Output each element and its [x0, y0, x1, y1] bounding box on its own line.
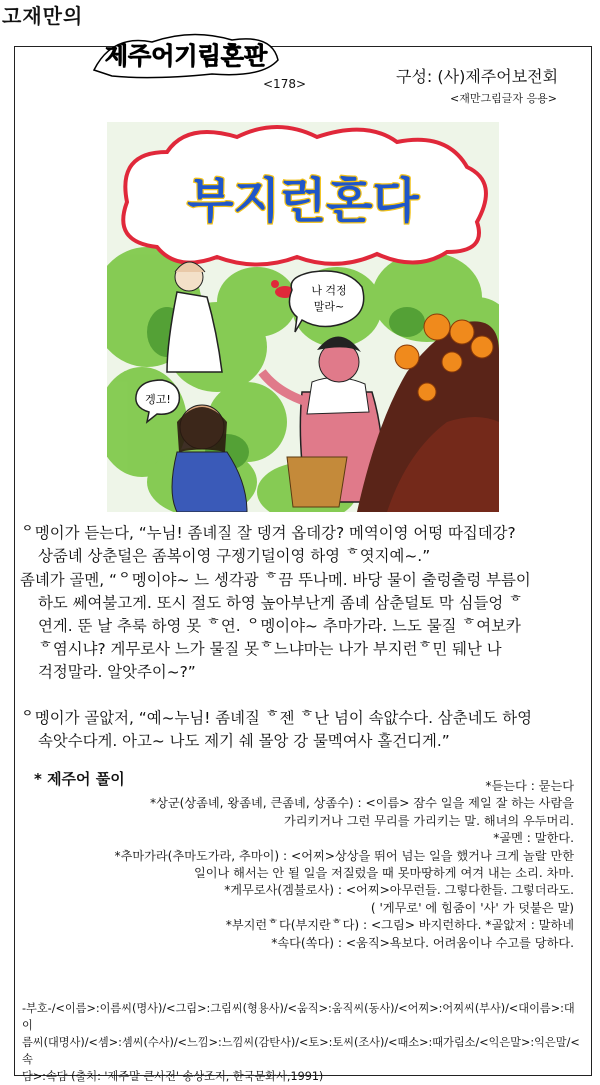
glossary-title: * 제주어 풀이 [34, 770, 125, 788]
story-paragraph-3 [20, 707, 592, 753]
abbreviation-line: 름씨(대명사)/<셈>:셈씨(수사)/<느낌>:느낌씨(감탄사)/<토>:토씨(조사)/<때소>:때가림소/<익은말>:익은말/<속 [22, 1036, 580, 1066]
story-paragraph-2 [20, 569, 592, 684]
story-line: 하도 쎄여불고게. 또시 절도 하영 높아부난게 좀녜 삼춘덜토 막 심들엉 ᄒ [38, 594, 523, 612]
glossary-line: 일이나 해서는 안 될 일을 저질렀을 때 못마땅하게 여겨 내는 소리. 차마. [193, 866, 574, 881]
story-line: ᄋ멩이가 골앖저, “예~누님! 좀녜질 ᄒ젠 ᄒ난 넘이 속앖수다. 삼춘네도 하영 [20, 709, 533, 727]
story-line: ᄒ염시냐? 게무로사 느가 물질 못ᄒ느냐마는 나가 부지런ᄒ민 뒈난 나 [38, 640, 502, 658]
illustration [107, 122, 499, 512]
episode-number: <178> [263, 77, 307, 91]
glossary-line: *추마가라(추마도가라, 추마이) : <어찌>상상을 뛰어 넘는 일을 했거나 크게 놀랄 만한 [114, 848, 574, 863]
bubble-right-line1: 나 걱정 [311, 284, 347, 297]
story-line: 걱정말라. 알앗주이~?” [38, 663, 196, 681]
credit: 구성: (사)제주어보전회 [396, 67, 559, 86]
bubble-right-line2: 말라~ [313, 300, 345, 313]
glossary-line: 가리키거나 그런 무리를 가리키는 말. 해녀의 우두머리. [283, 813, 574, 828]
series-logo-text: 제주어기림혼판 [104, 42, 268, 70]
glossary-line: *속다(쏙다) : <움직>욕보다. 어려움이나 수고를 당하다. [271, 935, 574, 950]
glossary-line: *게무로사(겜불로사) : <어찌>아무런들. 그렇다한들. 그렇더라도. [224, 883, 574, 898]
glossary-line: *골멘 : 말한다. [493, 831, 574, 846]
story-paragraph-1 [20, 522, 592, 568]
abbreviation-line: -부호-/<이름>:이름씨(명사)/<그림>:그림씨(형용사)/<움직>:움직씨(동사)/<어찌>:어찌씨(부사)/<대이름>:대이 [22, 1002, 575, 1032]
story-line: 연게. 뚠 날 추룩 하영 못 ᄒ연. ᄋ멩이야~ 추마가라. 느도 물질 ᄒ여보카 [38, 617, 521, 635]
story-line: 상줌녜 상춘덜은 좀복이영 구젱기덜이영 하영 ᄒ엿지예~.” [38, 547, 431, 565]
series-header: 고재만의 [2, 4, 84, 28]
illustration-title: 부지런혼다 [187, 173, 419, 229]
glossary-line: *부지런ᄒ다(부지란ᄒ다) : <그림> 바지런하다. *골앖저 : 말하네 [225, 918, 574, 933]
story-line: 좀녜가 골멘, “ᄋ멩이야~ 느 셍각광 ᄒ끔 뚜나메. 바당 물이 출렁출렁 부름이 [20, 571, 531, 589]
glossary-line: *듣는다 : 묻는다 [485, 779, 574, 793]
abbreviation-notes [22, 1000, 582, 1085]
credit-note: <재만그림글자 응용> [450, 92, 557, 105]
story-line: ᄋ멩이가 듣는다, “누님! 좀녜질 잘 뎅겨 옵데강? 메역이영 어떵 따집데강? [20, 524, 516, 542]
abbreviation-line: 담>:속담 (출처: '제주말 큰사전' 송상조저, 한국문화사,1991) [22, 1070, 324, 1083]
story-line: 속앗수다게. 아고~ 나도 제기 쉐 몰앙 강 물멕여사 홀건디게.” [38, 732, 450, 750]
basket-icon [287, 457, 347, 507]
glossary-line: *상군(상좀녜, 왕좀녜, 큰좀녜, 상좀수) : <이름> 잠수 일을 제일 잘 하는 사람을 [149, 796, 574, 811]
glossary-line: ( '게무로' 에 힘줌이 '사' 가 덧붙은 말) [370, 900, 574, 915]
glossary [40, 776, 574, 952]
series-logo [92, 30, 280, 80]
bubble-left-text: 겡고! [145, 393, 171, 406]
